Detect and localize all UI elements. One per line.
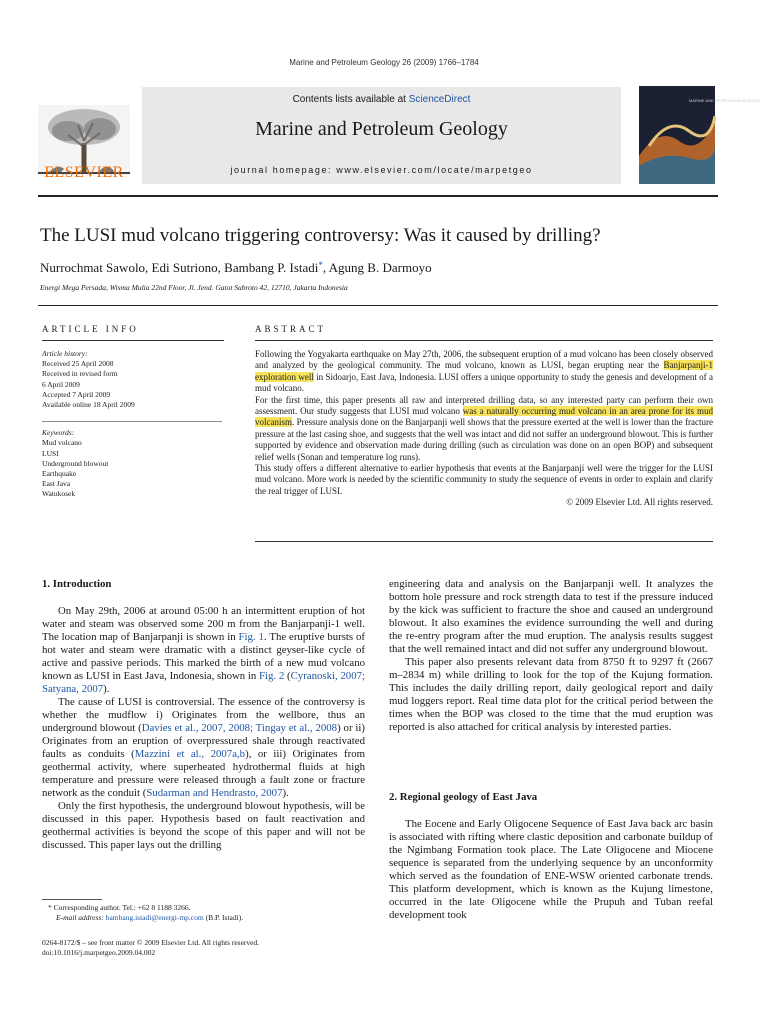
issn-line: 0264-8172/$ – see front matter © 2009 Elsevier Ltd. All rights reserved. xyxy=(42,938,260,947)
introduction-text xyxy=(42,605,365,852)
title-rule xyxy=(38,305,718,306)
corresponding-author: * Corresponding author. Tel.: +62 8 1188 3266. xyxy=(48,903,191,912)
history-item: Available online 18 April 2009 xyxy=(42,400,135,410)
history-item: Received 25 April 2008 xyxy=(42,359,114,369)
footnote: * Corresponding author. Tel.: +62 8 1188 3266. E-mail address: bambang.istadi@energi-mp.com (B.P. Istadi). xyxy=(48,903,368,923)
body-paragraph: This paper also presents relevant data from 8750 ft to 9297 ft (2667 m–2834 m) while drilling to look for the top of the Kujung formation. This includes the daily drilling report, daily geological report and daily mud loggers report. Real time data plot for the critical period between the times when the BOP was closed to the time that the mud eruption was reported is also attached for critical analysis by interested parties. xyxy=(389,656,713,733)
journal-cover-image xyxy=(639,86,762,184)
reference-link[interactable]: Sudarman and Hendrasto, 2007 xyxy=(146,787,283,799)
reference-link[interactable]: Mazzini et al., 2007a,b xyxy=(134,748,246,760)
body-paragraph: engineering data and analysis on the Banjarpanji well. It analyzes the bottom hole pressure and rock strength data to test if the pressure induced by the kick was sufficient to fracture the shoe and caused an underground blowout. It also examines the evidence surrounding the well and during the re-entry program after the mud eruption. The analysis results suggest that the well remained intact and did not suffer any underground blowout. xyxy=(389,578,713,655)
reference-link[interactable]: Cyranoski, 2007; Satyana, 2007 xyxy=(42,670,365,695)
history-label: Article history: xyxy=(42,349,88,358)
keywords-divider xyxy=(42,421,222,423)
section-heading-regional-geology: 2. Regional geology of East Java xyxy=(389,791,538,803)
figure-link[interactable]: Fig. 2 xyxy=(259,670,285,682)
body-paragraph: The Eocene and Early Oligocene Sequence of East Java back arc basin is associated with rifting where clastic deposition and carbonate buildup of the Ngimbang Formation took place. The Late Oligocene and Miocene sequence is separated from the underlying sequence by an unconformity which served as the foundation of ENE-WSW oriented carbonate trends. This platform development, which is known as the Kujung limestone, occurred in the late Oligocene while the Prupuh and Tuban reefal development took xyxy=(389,818,713,921)
article-title: The LUSI mud volcano triggering controversy: Was it caused by drilling? xyxy=(40,225,601,246)
keywords-label: Keywords: xyxy=(42,428,75,438)
section-heading-introduction: 1. Introduction xyxy=(42,578,112,590)
contents-prefix: Contents lists available at xyxy=(292,94,409,105)
keyword: Underground blowout xyxy=(42,458,109,468)
abstract-heading: ABSTRACT xyxy=(255,324,327,334)
article-info-rule xyxy=(42,340,224,341)
copyright: © 2009 Elsevier Ltd. All rights reserved. xyxy=(566,497,713,508)
history-item: Accepted 7 April 2009 xyxy=(42,389,111,399)
contents-line xyxy=(142,94,621,105)
keyword: Watukosek xyxy=(42,489,76,499)
history-item: Received in revised form xyxy=(42,369,118,379)
journal-citation: Marine and Petroleum Geology 26 (2009) 1766–1784 xyxy=(289,58,479,67)
right-column-text xyxy=(389,578,713,734)
keyword: Earthquake xyxy=(42,469,77,479)
author-list: Nurrochmat Sawolo, Edi Sutriono, Bambang P. Istadi*, Agung B. Darmoyo xyxy=(40,260,432,275)
highlight: Banjarpanji-1 exploration well xyxy=(255,360,713,382)
keyword: Mud volcano xyxy=(42,438,82,448)
article-info xyxy=(42,349,222,500)
abstract-paragraph: This study offers a different alternative to earlier hypothesis that events at the Banjarpanji well were the trigger for the LUSI mud volcano. More work is needed by the scientific community to study the sequence of events in order to explain and clarify the real trigger of LUSI. xyxy=(255,463,713,496)
abstract-bottom-rule xyxy=(255,541,713,542)
abstract-paragraph: For the first time, this paper presents all raw and interpreted drilling data, so any interested party can perform their own assessment. Our study suggests that LUSI mud volcano was a naturally occurring mud volcano in an area prone for its mud volcanism. Pressure analysis done on the Banjarpanji well shows that the pressure exerted at the well is lower than the fracture pressure at the last casing shoe, and suggests that the well was intact and did not suffer an underground blowout. This is further supported by evidence and observation made during drilling (such as circulation was done on an open BOP) and subsequent relief wells (Sonan and temperature log runs). xyxy=(255,394,714,462)
history-item: 6 April 2009 xyxy=(42,379,80,389)
publisher-name: ELSEVIER xyxy=(44,164,124,181)
regional-geology-text xyxy=(389,818,713,922)
body-paragraph: On May 29th, 2006 at around 05:00 h an intermittent eruption of hot water and steam was observed some 200 m from the Banjarpanji-1 well. The location map of Banjarpanji is shown in Fig. 1. The eruptive bursts of hot water and steam were dramatic with a distinct geyser-like cycle of active and passive periods. This marked the birth of a new mud volcano known as LUSI in East Java, Indonesia, shown in Fig. 2 (Cyranoski, 2007; Satyana, 2007). xyxy=(42,605,365,695)
figure-link[interactable]: Fig. 1 xyxy=(238,631,264,643)
highlight: was a naturally occurring mud volcano in an area prone for its mud volcanism xyxy=(255,406,714,428)
body-paragraph: The cause of LUSI is controversial. The essence of the controversy is whether the mudflow i) Originates from the wellbore, thus an underground blowout (Davies et al., 2007, 2008; Tingay et al., 2008) or ii) Originates from an eruption of overpressured shale through reactivated faults as conduits (Mazzini et al., 2007a,b), or iii) Originates from geothermal activity, where superheated hydrothermal fluids at high temperature and pressure were released through a fault zone or fracture network as the conduit (Sudarman and Hendrasto, 2007). xyxy=(42,696,365,799)
journal-homepage[interactable]: journal homepage: www.elsevier.com/locate/marpetgeo xyxy=(230,165,533,175)
header-rule xyxy=(38,195,718,197)
sciencedirect-link[interactable]: ScienceDirect xyxy=(408,94,471,105)
keyword: LUSI xyxy=(42,448,59,458)
affiliation: Energi Mega Persada, Wisma Mulia 22nd Floor, Jl. Jend. Gatot Subroto 42, 12710, Jakarta Indonesia xyxy=(40,283,348,292)
reference-link[interactable]: Davies et al., 2007, 2008; Tingay et al., 2008 xyxy=(141,722,338,734)
article-info-heading: ARTICLE INFO xyxy=(42,324,139,334)
abstract-rule xyxy=(255,340,713,341)
abstract-text xyxy=(255,349,713,509)
journal-name: Marine and Petroleum Geology xyxy=(255,118,508,140)
footnote-rule xyxy=(42,899,102,900)
doi-line: doi:10.1016/j.marpetgeo.2009.04.002 xyxy=(42,948,156,957)
cover-title: MARINE AND PETROLEUM GEOLOGY xyxy=(689,98,762,103)
body-paragraph: Only the first hypothesis, the underground blowout hypothesis, will be discussed in this paper. Hypothesis based on fault reactivation and geothermal activities is beyond the scope of this paper and will not be discussed. This paper lays out the drilling xyxy=(42,800,365,851)
abstract-paragraph: Following the Yogyakarta earthquake on May 27th, 2006, the subsequent eruption of a mud volcano has been closely observed and analyzed by the geological community. The mud volcano, known as LUSI, began erupting near the Banjarpanji-1 exploration well in Sidoarjo, East Java, Indonesia. LUSI offers a unique opportunity to study the genesis and development of a mud volcano. xyxy=(255,349,713,394)
corresponding-star: * xyxy=(318,260,323,270)
bottom-info xyxy=(42,938,442,958)
keyword: East Java xyxy=(42,479,71,489)
email-link[interactable]: bambang.istadi@energi-mp.com xyxy=(105,913,204,922)
